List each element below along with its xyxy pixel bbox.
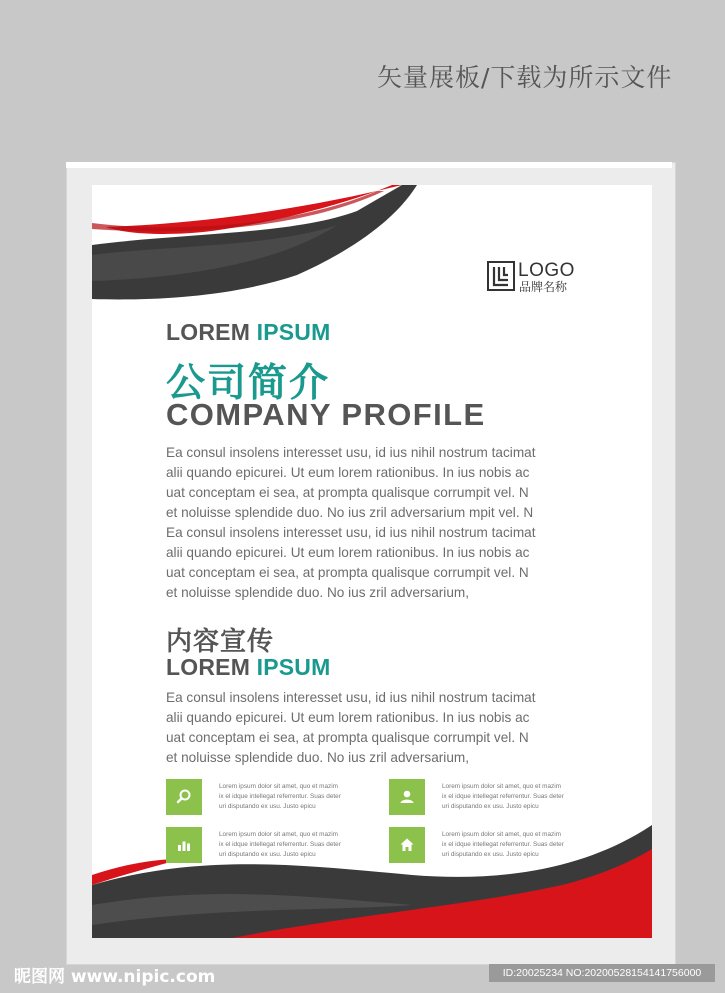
intro-line: et noluisse splendide duo. No ius zril adversarium mpit vel. N bbox=[166, 505, 534, 520]
section-kicker-accent: IPSUM bbox=[256, 654, 331, 680]
section-line: Ea consul insolens interesset usu, id ius nihil nostrum tacimat bbox=[166, 690, 536, 705]
intro-line: uat conceptam ei sea, at prompta qualisque corrumpit vel. N bbox=[166, 565, 529, 580]
feature-icon-box bbox=[166, 779, 202, 815]
intro-line: uat conceptam ei sea, at prompta qualisque corrumpit vel. N bbox=[166, 485, 529, 500]
feature-line: uri disputando ex usu. Justo epicu bbox=[442, 851, 539, 858]
intro-line: Ea consul insolens interesset usu, id ius nihil nostrum tacimat bbox=[166, 525, 536, 540]
intro-line: alii quando epicurei. Ut eum lorem rationibus. In ius nobis ac bbox=[166, 465, 530, 480]
section-line: et noluisse splendide duo. No ius zril adversarium, bbox=[166, 750, 469, 765]
feature-text bbox=[442, 782, 564, 812]
section-paragraph bbox=[166, 688, 586, 768]
logo-wordmark: LOGO bbox=[518, 260, 575, 281]
kicker-gray: LOREM bbox=[166, 319, 257, 345]
section-kicker bbox=[166, 654, 330, 681]
brand-logo bbox=[487, 261, 597, 297]
watermark-site: 昵图网 www.nipic.com bbox=[14, 967, 216, 987]
bar-chart-icon bbox=[174, 835, 194, 855]
feature-line: uri disputando ex usu. Justo epicu bbox=[219, 851, 316, 858]
logo-brand-name: 品牌名称 bbox=[519, 280, 568, 294]
user-icon bbox=[397, 787, 417, 807]
feature-line: ix el idque intellegat referrentur. Suas deter bbox=[219, 841, 341, 848]
feature-line: Lorem ipsum dolor sit amet, quo et mazim bbox=[442, 783, 561, 790]
feature-text bbox=[442, 830, 564, 860]
feature-user bbox=[389, 779, 589, 815]
feature-line: Lorem ipsum dolor sit amet, quo et mazim bbox=[219, 831, 338, 838]
page-caption: 矢量展板/下载为所示文件 bbox=[377, 63, 673, 92]
search-icon bbox=[174, 787, 194, 807]
intro-paragraph bbox=[166, 443, 586, 603]
section-line: uat conceptam ei sea, at prompta qualisque corrumpit vel. N bbox=[166, 730, 529, 745]
feature-icon-box bbox=[166, 827, 202, 863]
poster-sheet bbox=[92, 185, 652, 938]
feature-chart bbox=[166, 827, 366, 863]
title-en: COMPANY PROFILE bbox=[166, 397, 486, 432]
intro-line: et noluisse splendide duo. No ius zril adversarium, bbox=[166, 585, 469, 600]
feature-home bbox=[389, 827, 589, 863]
feature-line: ix el idque intellegat referrentur. Suas deter bbox=[442, 841, 564, 848]
title-cn: 公司简介 bbox=[166, 361, 331, 406]
board-top-edge bbox=[66, 162, 672, 168]
feature-text bbox=[219, 782, 341, 812]
feature-search bbox=[166, 779, 366, 815]
feature-line: uri disputando ex usu. Justo epicu bbox=[442, 803, 539, 810]
feature-line: ix el idque intellegat referrentur. Suas deter bbox=[219, 793, 341, 800]
section-title-cn: 内容宣传 bbox=[166, 627, 275, 657]
section-line: alii quando epicurei. Ut eum lorem rationibus. In ius nobis ac bbox=[166, 710, 530, 725]
watermark-id: ID:20025234 NO:20200528154141756000 bbox=[489, 964, 715, 982]
feature-icon-box bbox=[389, 827, 425, 863]
kicker-accent: IPSUM bbox=[256, 319, 331, 345]
intro-line: Ea consul insolens interesset usu, id ius nihil nostrum tacimat bbox=[166, 445, 536, 460]
home-icon bbox=[397, 835, 417, 855]
feature-text bbox=[219, 830, 341, 860]
feature-icon-box bbox=[389, 779, 425, 815]
feature-line: ix el idque intellegat referrentur. Suas deter bbox=[442, 793, 564, 800]
feature-line: uri disputando ex usu. Justo epicu bbox=[219, 803, 316, 810]
header-kicker bbox=[166, 319, 330, 346]
logo-mark-icon bbox=[487, 261, 515, 291]
section-kicker-gray: LOREM bbox=[166, 654, 257, 680]
feature-line: Lorem ipsum dolor sit amet, quo et mazim bbox=[219, 783, 338, 790]
feature-line: Lorem ipsum dolor sit amet, quo et mazim bbox=[442, 831, 561, 838]
intro-line: alii quando epicurei. Ut eum lorem rationibus. In ius nobis ac bbox=[166, 545, 530, 560]
